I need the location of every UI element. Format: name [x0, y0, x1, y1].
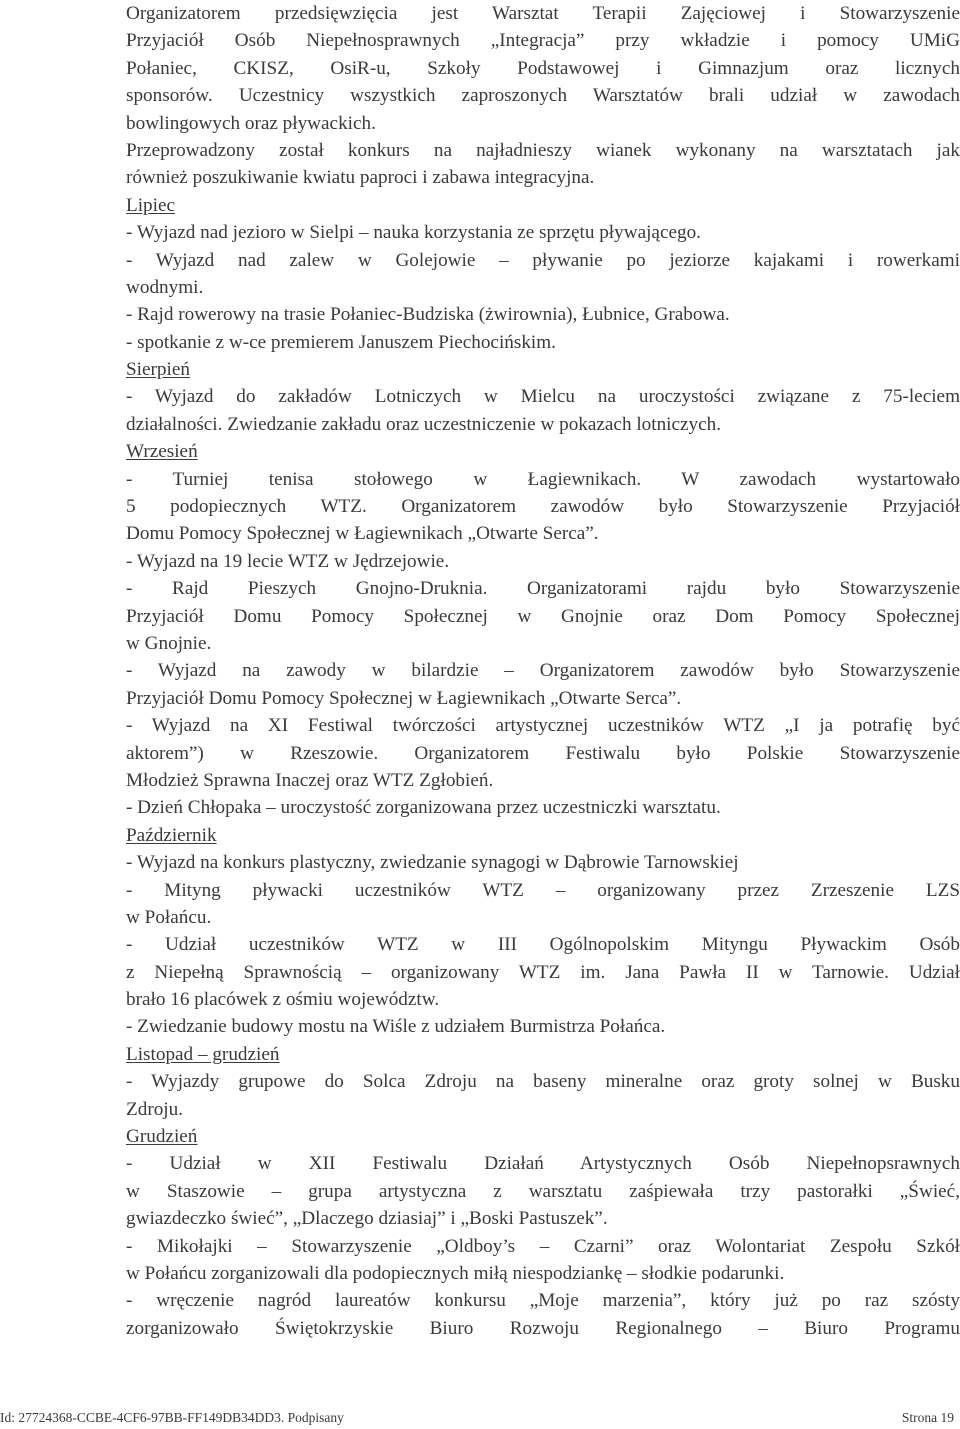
document-body: [126, 0, 960, 1342]
text-line: - Udział uczestników WTZ w III Ogólnopolskim Mityngu Pływackim Osób: [126, 934, 960, 956]
text-line: z Niepełną Sprawnością – organizowany WTZ im. Jana Pawła II w Tarnowie. Udział: [126, 961, 960, 983]
section-heading-text: Grudzień: [126, 1126, 198, 1148]
section-heading-text: Wrzesień: [126, 441, 198, 463]
text-line: zorganizowało Świętokrzyskie Biuro Rozwoju Regionalnego – Biuro Programu: [126, 1317, 960, 1339]
text-line: - Rajd rowerowy na trasie Połaniec-Budziska (żwirownia), Łubnice, Grabowa.: [126, 304, 730, 326]
text-line: w Połańcu zorganizowali dla podopiecznych miłą niespodziankę – słodkie podarunki.: [126, 1262, 785, 1284]
text-line: również poszukiwanie kwiatu paproci i zabawa integracyjna.: [126, 167, 595, 189]
text-line: - Udział w XII Festiwalu Działań Artystycznych Osób Niepełnopsrawnych: [126, 1153, 960, 1175]
section-heading-text: Październik: [126, 824, 217, 846]
text-line: - Wyjazd do zakładów Lotniczych w Mielcu na uroczystości związane z 75-leciem: [126, 386, 960, 408]
text-line: - Wyjazd nad jezioro w Sielpi – nauka korzystania ze sprzętu pływającego.: [126, 222, 701, 244]
text-line: - Wyjazd nad zalew w Golejowie – pływanie po jeziorze kajakami i rowerkami: [126, 249, 960, 271]
text-line: w Staszowie – grupa artystyczna z warsztatu zaśpiewała trzy pastorałki „Świeć,: [126, 1180, 960, 1202]
section-heading-text: Sierpień: [126, 359, 190, 381]
text-line: w Gnojnie.: [126, 632, 212, 654]
text-line: gwiazdeczko świeć”, „Dlaczego dziasiaj” i „Boski Pastuszek”.: [126, 1208, 608, 1230]
text-line: aktorem”) w Rzeszowie. Organizatorem Festiwalu było Polskie Stowarzyszenie: [126, 742, 960, 764]
page-footer: [0, 1408, 960, 1428]
section-heading: [126, 1041, 960, 1068]
text-line: - Wyjazd na zawody w bilardzie – Organizatorem zawodów było Stowarzyszenie: [126, 660, 960, 682]
text-line: - Zwiedzanie budowy mostu na Wiśle z udziałem Burmistrza Połańca.: [126, 1016, 666, 1038]
text-line: w Połańcu.: [126, 906, 212, 928]
text-line: - Turniej tenisa stołowego w Łagiewnikach. W zawodach wystartowało: [126, 468, 960, 490]
section-heading: [126, 192, 960, 219]
text-line: Organizatorem przedsięwzięcia jest Warsztat Terapii Zajęciowej i Stowarzyszenie: [126, 3, 960, 24]
section-heading-text: Lipiec: [126, 194, 176, 216]
text-line: Przyjaciół Domu Pomocy Społecznej w Gnojnie oraz Dom Pomocy Społecznej: [126, 605, 960, 627]
text-line: 5 podopiecznych WTZ. Organizatorem zawodów było Stowarzyszenie Przyjaciół: [126, 496, 960, 518]
text-line: Zdroju.: [126, 1098, 184, 1120]
text-line: Domu Pomocy Społecznej w Łagiewnikach „Otwarte Serca”.: [126, 523, 599, 545]
section-heading: [126, 822, 960, 849]
section-heading: [126, 438, 960, 465]
text-line: sponsorów. Uczestnicy wszystkich zaproszonych Warsztatów brali udział w zawodach: [126, 85, 960, 107]
text-line: działalności. Zwiedzanie zakładu oraz uczestniczenie w pokazach lotniczych.: [126, 413, 722, 435]
text-line: - Mikołajki – Stowarzyszenie „Oldboy’s – Czarni” oraz Wolontariat Zespołu Szkół: [126, 1235, 960, 1257]
text-line: - Rajd Pieszych Gnojno-Druknia. Organizatorami rajdu było Stowarzyszenie: [126, 578, 960, 600]
text-line: bowlingowych oraz pływackich.: [126, 112, 376, 134]
text-line: Przyjaciół Osób Niepełnosprawnych „Integracja” przy wkładzie i pomocy UMiG: [126, 30, 960, 52]
text-line: - wręczenie nagród laureatów konkursu „Moje marzenia”, który już po raz szósty: [126, 1290, 960, 1312]
section-heading: [126, 1123, 960, 1150]
text-line: - spotkanie z w-ce premierem Januszem Piechocińskim.: [126, 331, 556, 353]
section-heading-text: Listopad – grudzień: [126, 1043, 280, 1065]
text-line: - Mityng pływacki uczestników WTZ – organizowany przez Zrzeszenie LZS: [126, 879, 960, 901]
text-line: Połaniec, CKISZ, OsiR-u, Szkoły Podstawowej i Gimnazjum oraz licznych: [126, 57, 960, 79]
text-line: Młodzież Sprawna Inaczej oraz WTZ Zgłobień.: [126, 769, 494, 791]
text-line: - Dzień Chłopaka – uroczystość zorganizowana przez uczestniczki warsztatu.: [126, 797, 721, 819]
page-number: Strona 19: [901, 1410, 954, 1425]
text-line: - Wyjazd na 19 lecie WTZ w Jędrzejowie.: [126, 550, 450, 572]
text-line: brało 16 placówek z ośmiu województw.: [126, 989, 440, 1011]
text-line: - Wyjazd na konkurs plastyczny, zwiedzanie synagogi w Dąbrowie Tarnowskiej: [126, 852, 739, 874]
text-line: - Wyjazd na XI Festiwal twórczości artystycznej uczestników WTZ „I ja potrafię być: [126, 715, 960, 737]
text-line: Przeprowadzony został konkurs na najładnieszy wianek wykonany na warsztatach jak: [126, 139, 960, 161]
document-id: Id: 27724368-CCBE-4CF6-97BB-FF149DB34DD3. Podpisany: [0, 1410, 344, 1425]
section-heading: [126, 356, 960, 383]
text-line: Przyjaciół Domu Pomocy Społecznej w Łagiewnikach „Otwarte Serca”.: [126, 687, 682, 709]
text-line: - Wyjazdy grupowe do Solca Zdroju na baseny mineralne oraz groty solnej w Busku: [126, 1071, 960, 1093]
text-line: wodnymi.: [126, 276, 204, 298]
